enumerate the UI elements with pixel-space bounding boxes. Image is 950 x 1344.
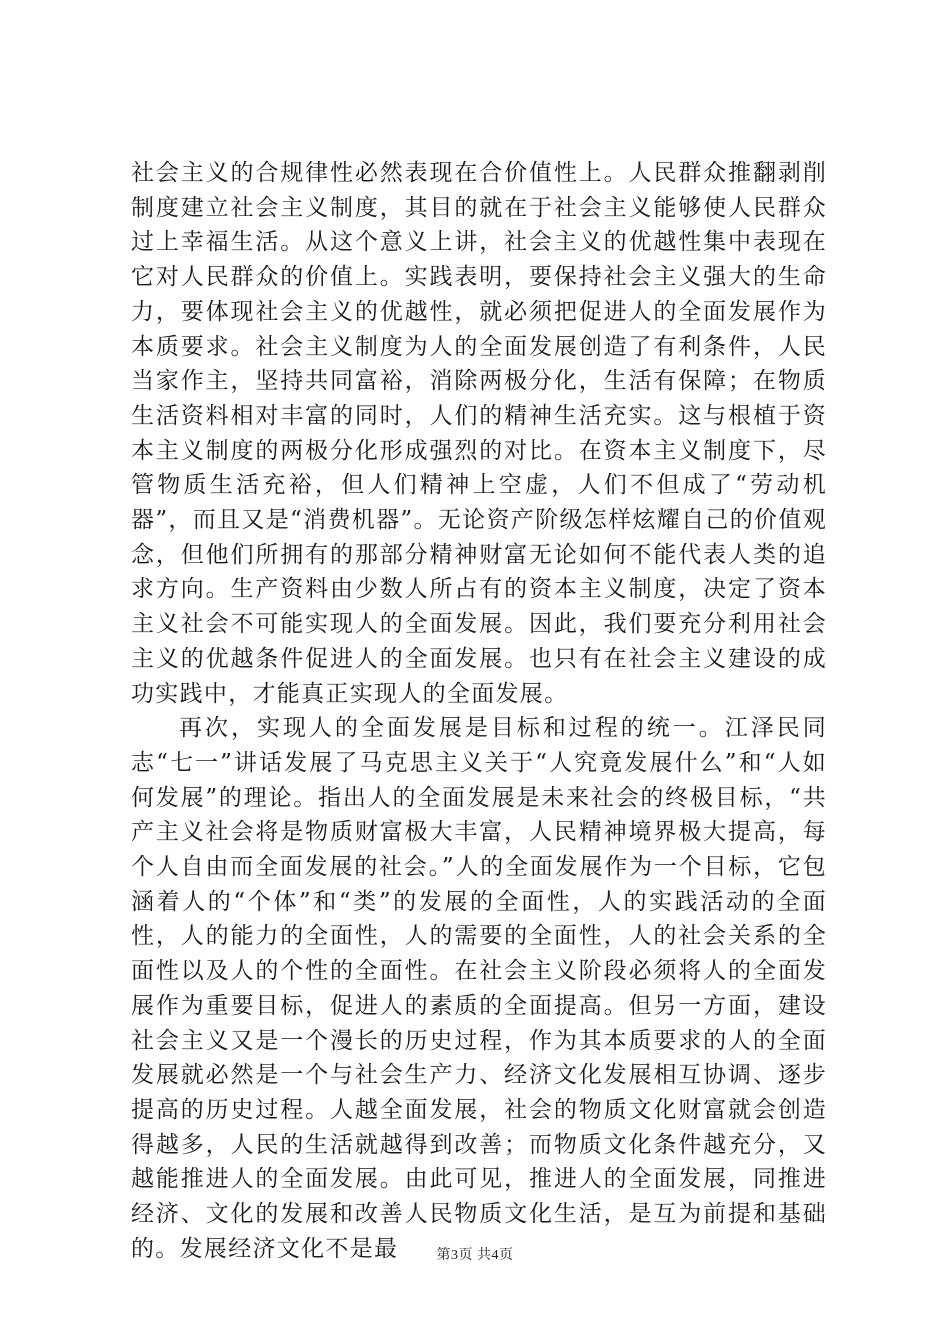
paragraph-1: 社会主义的合规律性必然表现在合价值性上。人民群众推翻剥削制度建立社会主义制度，其目的就在于社会主义能够使人民群众过上幸福生活。从这个意义上讲，社会主义的优越性集中表现在它对人民群众的价值上。实践表明，要保持社会主义强大的生命力，要体现社会主义的优越性，就必须把促进人的全面发展作为本质要求。社会主义制度为人的全面发展创造了有利条件，人民当家作主，坚持共同富裕，消除两极分化，生活有保障；在物质生活资料相对丰富的同时，人们的精神生活充实。这与根植于资本主义制度的两极分化形成强烈的对比。在资本主义制度下，尽管物质生活充裕，但人们精神上空虚，人们不但成了“劳动机器”，而且又是“消费机器”。无论资产阶级怎样炫耀自己的价值观念，但他们所拥有的那部分精神财富无论如何不能代表人类的追求方向。生产资料由少数人所占有的资本主义制度，决定了资本主义社会不可能实现人的全面发展。因此，我们要充分利用社会主义的优越条件促进人的全面发展。也只有在社会主义建设的成功实践中，才能真正实现人的全面发展。 xyxy=(131,160,827,707)
document-body xyxy=(131,156,827,1267)
page-number-footer: 第3页 共4页 xyxy=(436,1248,514,1263)
paragraph-2: 再次，实现人的全面发展是目标和过程的统一。江泽民同志“七一”讲话发展了马克思主义关于“人究竟发展什么”和“人如何发展”的理论。指出人的全面发展是未来社会的终极目标，“共产主义社会将是物质财富极大丰富，人民精神境界极大提高，每个人自由而全面发展的社会。”人的全面发展作为一个目标，它包涵着人的“个体”和“类”的发展的全面性，人的实践活动的全面性，人的能力的全面性，人的需要的全面性，人的社会关系的全面性以及人的个性的全面性。在社会主义阶段必须将人的全面发展作为重要目标，促进人的素质的全面提高。但另一方面，建设社会主义又是一个漫长的历史过程，作为其本质要求的人的全面发展就必然是一个与社会生产力、经济文化发展相互协调、逐步提高的历史过程。人越全面发展，社会的物质文化财富就会创造得越多，人民的生活就越得到改善；而物质文化条件越充分，又越能推进人的全面发展。由此可见，推进人的全面发展，同推进经济、文化的发展和改善人民物质文化生活，是互为前提和基础的。发展经济文化不是最 xyxy=(131,715,827,1262)
